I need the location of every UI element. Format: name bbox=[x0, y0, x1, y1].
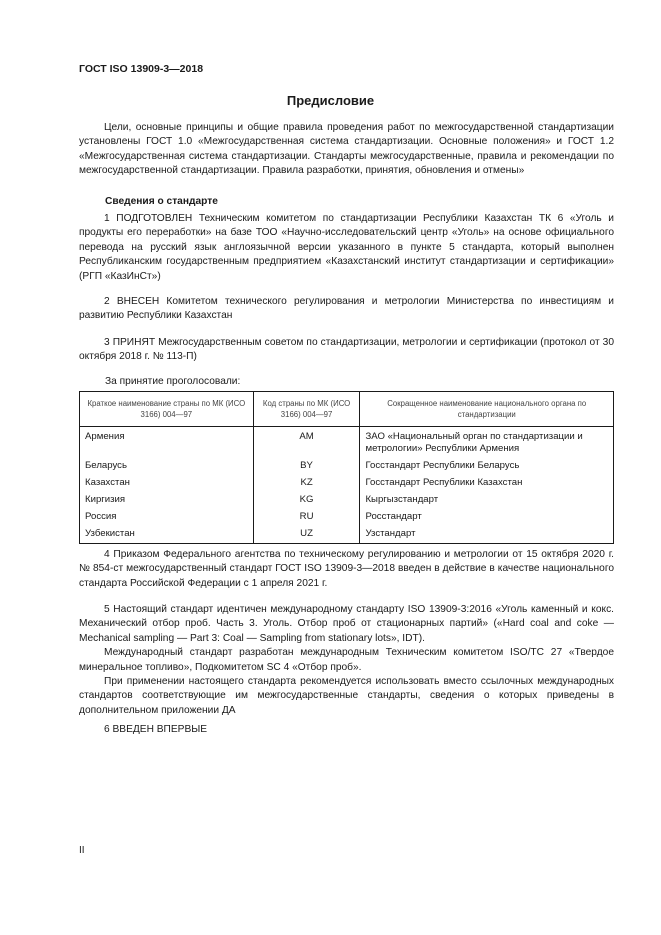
table-row bbox=[80, 509, 614, 526]
item-1-text: 1 ПОДГОТОВЛЕН Техническим комитетом по стандартизации Республики Казахстан ТК 6 «Уголь и продукты его переработки» на базе ТОО «Научно-исследовательский центр «Уголь» на основе официального перевода на русский язык англоязычной версии указанного в пункте 5 стандарта, который выполнен Республиканским государственным предприятием «Казахстанский институт стандартизации и сертификации» (РГП «КазИнСт») bbox=[79, 213, 614, 282]
item-1 bbox=[79, 212, 614, 284]
code-cell: KG bbox=[253, 492, 360, 509]
body-cell: Кыргызстандарт bbox=[360, 492, 614, 509]
code-cell: BY bbox=[253, 458, 360, 475]
table-row bbox=[80, 526, 614, 544]
body-cell: Узстандарт bbox=[360, 526, 614, 544]
table-row bbox=[80, 475, 614, 492]
votes-label: За принятие проголосовали: bbox=[105, 376, 241, 387]
document-number-header: ГОСТ ISO 13909-3—2018 bbox=[79, 63, 204, 75]
header-code: Код страны по МК (ИСО 3166) 004—97 bbox=[253, 392, 360, 427]
code-cell: AM bbox=[253, 427, 360, 459]
item-5a-text: 5 Настоящий стандарт идентичен международному стандарту ISO 13909-3:2016 «Уголь каменный и кокс. Механический отбор проб. Часть 3. Уголь. Отбор проб от стационарных партий» («Hard coal and coke — Mechanical sampling — Part 3: Coal — Sampling from stationary lots», IDT). bbox=[79, 604, 614, 644]
body-cell: Росстандарт bbox=[360, 509, 614, 526]
item-4-text: 4 Приказом Федерального агентства по техническому регулированию и метрологии от 15 октября 2020 г. № 854-ст межгосударственный стандарт ГОСТ ISO 13909-3—2018 введен в действие в качестве национального стандарта Российской Федерации с 1 апреля 2021 г. bbox=[79, 549, 614, 589]
page-number: II bbox=[79, 845, 85, 856]
table-row bbox=[80, 492, 614, 509]
header-body: Сокращенное наименование национального органа по стандартизации bbox=[360, 392, 614, 427]
item-6 bbox=[79, 723, 614, 737]
item-3 bbox=[79, 336, 614, 365]
item-5 bbox=[79, 603, 614, 718]
code-cell: RU bbox=[253, 509, 360, 526]
country-cell: Россия bbox=[80, 509, 254, 526]
item-4 bbox=[79, 548, 614, 591]
item-3-text: 3 ПРИНЯТ Межгосударственным советом по стандартизации, метрологии и сертификации (протокол от 30 октября 2018 г. № 113-П) bbox=[79, 337, 614, 363]
page-title: Предисловие bbox=[286, 93, 375, 108]
country-cell: Беларусь bbox=[80, 458, 254, 475]
voting-table bbox=[79, 391, 614, 544]
country-cell: Армения bbox=[80, 427, 254, 459]
code-cell: KZ bbox=[253, 475, 360, 492]
header-country: Краткое наименование страны по МК (ИСО 3166) 004—97 bbox=[80, 392, 254, 427]
section-heading: Сведения о стандарте bbox=[105, 196, 218, 207]
body-cell: ЗАО «Национальный орган по стандартизации и метрологии» Республики Армения bbox=[360, 427, 614, 459]
body-cell: Госстандарт Республики Казахстан bbox=[360, 475, 614, 492]
item-5b-text: Международный стандарт разработан международным Техническим комитетом ISO/TC 27 «Твердое минеральное топливо», Подкомитетом SC 4 «Отбор проб». bbox=[79, 647, 614, 673]
item-2-text: 2 ВНЕСЕН Комитетом технического регулирования и метрологии Министерства по инвестициям и развитию Республики Казахстан bbox=[79, 296, 614, 322]
country-cell: Киргизия bbox=[80, 492, 254, 509]
country-cell: Узбекистан bbox=[80, 526, 254, 544]
body-cell: Госстандарт Республики Беларусь bbox=[360, 458, 614, 475]
intro-text: Цели, основные принципы и общие правила проведения работ по межгосударственной стандартизации установлены ГОСТ 1.0 «Межгосударственная система стандартизации. Основные положения» и ГОСТ 1.2 «Межгосударственная система стандартизации. Стандарты межгосударственные, правила и рекомендации по межгосударственной стандартизации. Правила разработки, принятия, обновления и отмены» bbox=[79, 122, 614, 177]
item-2 bbox=[79, 295, 614, 324]
table-header-row bbox=[80, 392, 614, 427]
item-5c-text: При применении настоящего стандарта рекомендуется использовать вместо ссылочных международных стандартов соответствующие им межгосударственные стандарты, сведения о которых приведены в дополнительном приложении ДА bbox=[79, 676, 614, 716]
code-cell: UZ bbox=[253, 526, 360, 544]
item-6-text: 6 ВВЕДЕН ВПЕРВЫЕ bbox=[104, 724, 208, 735]
intro-paragraph bbox=[79, 121, 614, 179]
country-cell: Казахстан bbox=[80, 475, 254, 492]
table-row bbox=[80, 458, 614, 475]
table-row bbox=[80, 427, 614, 459]
